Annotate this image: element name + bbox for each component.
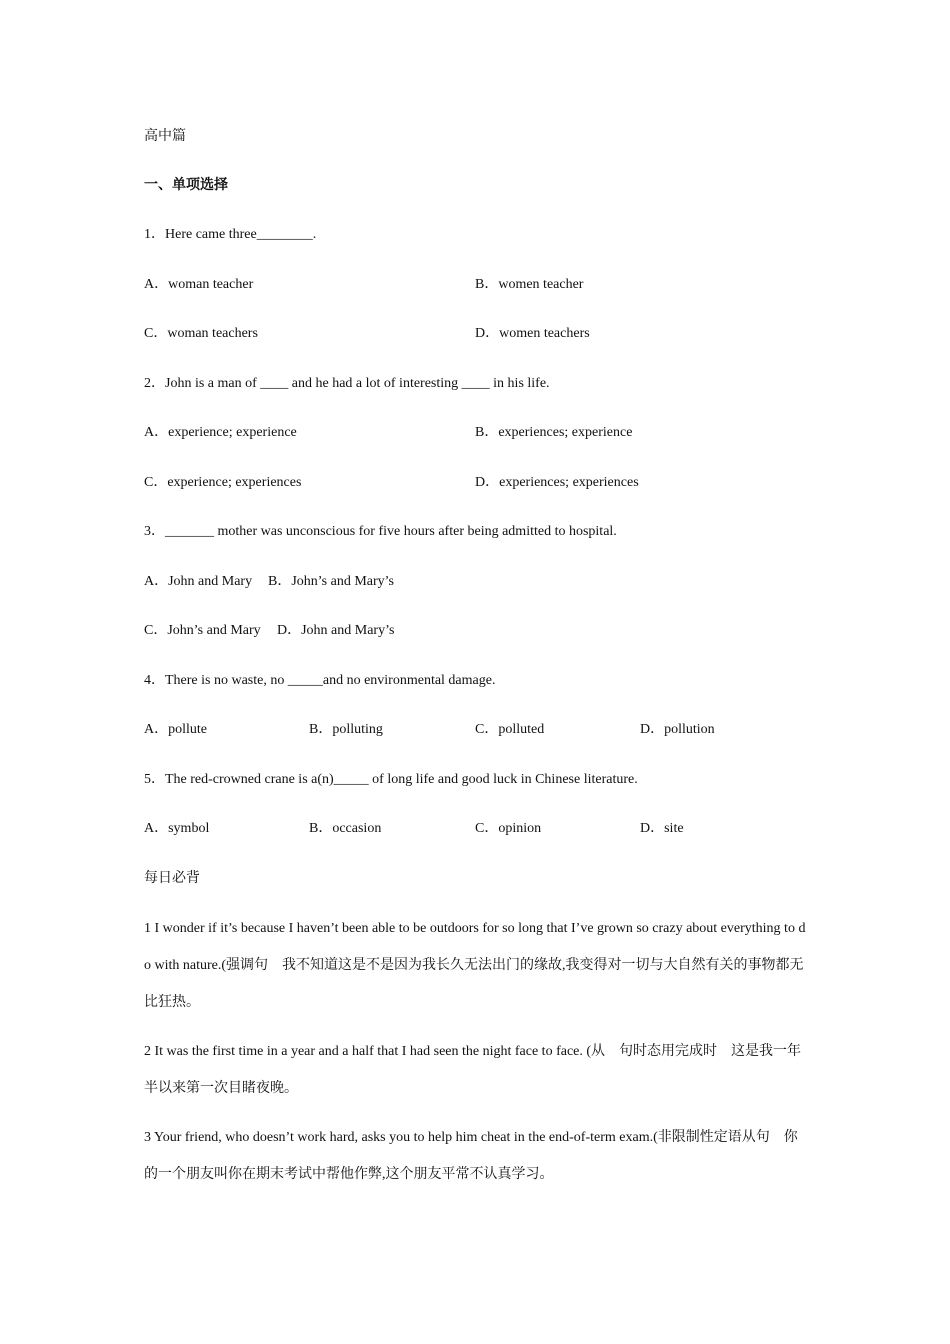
question-3-stem: 3．_______ mother was unconscious for five hours after being admitted to hospital. — [144, 524, 617, 539]
section-heading: 一、单项选择 — [144, 178, 228, 193]
question-3-option-a: A．John and Mary — [144, 574, 253, 589]
question-3-option-d: D．John and Mary’s — [277, 623, 395, 638]
question-4-stem: 4．There is no waste, no _____and no environmental damage. — [144, 673, 496, 688]
question-2-option-d: D．experiences; experiences — [475, 475, 639, 490]
level-heading: 高中篇 — [144, 129, 186, 144]
question-5-stem: 5．The red-crowned crane is a(n)_____ of long life and good luck in Chinese literature. — [144, 772, 638, 787]
question-4-option-b: B．polluting — [309, 722, 383, 737]
daily-item-1: 1 I wonder if it’s because I haven’t been able to be outdoors for so long that I’ve grown so crazy about everything to do with nature.(强调句 我不知道这是不是因为我长久无法出门的缘故,我变得对一切与大自然有关的事物都无比狂热。 — [144, 921, 806, 1010]
question-1-stem: 1．Here came three________. — [144, 227, 317, 242]
question-2-stem: 2．John is a man of ____ and he had a lot of interesting ____ in his life. — [144, 376, 550, 391]
daily-heading: 每日必背 — [144, 871, 200, 886]
question-1-option-d: D．women teachers — [475, 326, 590, 341]
question-5-option-d: D．site — [640, 821, 684, 836]
question-4-option-d: D．pollution — [640, 722, 715, 737]
daily-item-3: 3 Your friend, who doesn’t work hard, asks you to help him cheat in the end-of-term exam.(非限制性定语从句 你的一个朋友叫你在期末考试中帮他作弊,这个朋友平常不认真学习。 — [144, 1130, 798, 1182]
question-4-option-c: C．polluted — [475, 722, 545, 737]
daily-item-2: 2 It was the first time in a year and a half that I had seen the night face to face. (从 句时态用完成时 这是我一年半以来第一次目睹夜晚。 — [144, 1044, 802, 1096]
question-2-option-c: C．experience; experiences — [144, 475, 302, 490]
question-1-option-c: C．woman teachers — [144, 326, 258, 341]
question-3-option-c: C．John’s and Mary — [144, 623, 261, 638]
question-1-option-b: B．women teacher — [475, 277, 584, 292]
question-3-option-b: B．John’s and Mary’s — [268, 574, 394, 589]
question-4-option-a: A．pollute — [144, 722, 207, 737]
question-2-option-b: B．experiences; experience — [475, 425, 633, 440]
question-5-option-c: C．opinion — [475, 821, 542, 836]
question-1-option-a: A．woman teacher — [144, 277, 254, 292]
question-5-option-a: A．symbol — [144, 821, 210, 836]
question-5-option-b: B．occasion — [309, 821, 382, 836]
question-2-option-a: A．experience; experience — [144, 425, 297, 440]
